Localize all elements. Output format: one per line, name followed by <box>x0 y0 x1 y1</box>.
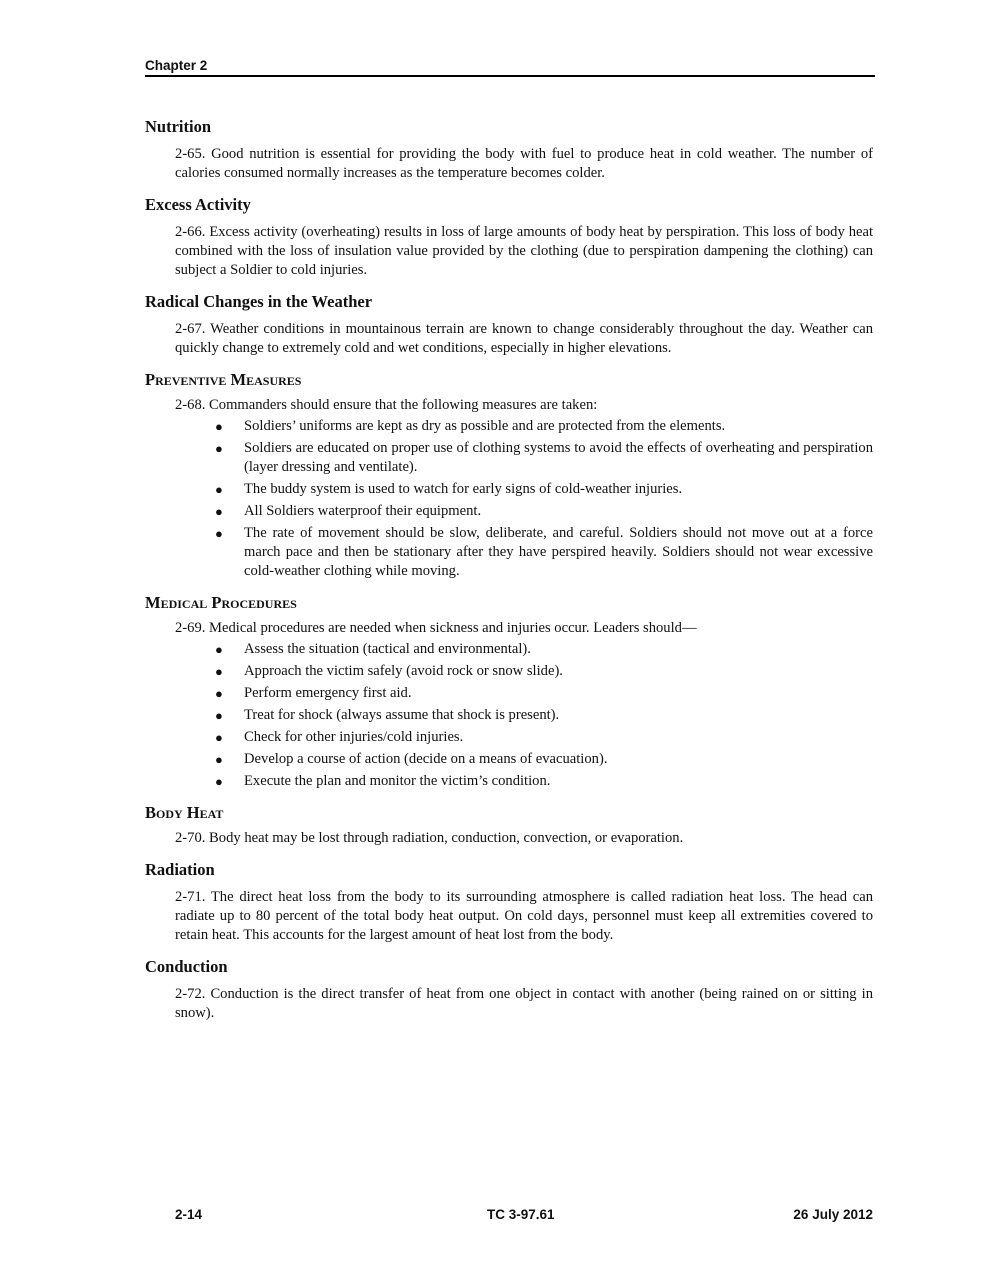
heading-conduction: Conduction <box>145 957 228 976</box>
heading-medical-procedures: Medical Procedures <box>145 593 297 612</box>
list-item-text: The buddy system is used to watch for early signs of cold-weather injuries. <box>244 481 683 497</box>
list-item <box>215 439 873 477</box>
list-item <box>215 524 873 581</box>
bullet-icon: ● <box>215 730 223 745</box>
list-item-text: Assess the situation (tactical and environmental). <box>244 641 531 657</box>
bullet-icon: ● <box>215 708 223 723</box>
list-item-text: Execute the plan and monitor the victim’s condition. <box>244 773 551 789</box>
list-item-text: All Soldiers waterproof their equipment. <box>244 503 482 519</box>
paragraph-2-72: 2-72. Conduction is the direct transfer of heat from one object in contact with another (being rained on or sitting in snow). <box>175 986 873 1021</box>
publication-date: 26 July 2012 <box>793 1207 873 1222</box>
list-item <box>215 728 873 747</box>
bullet-icon: ● <box>215 526 223 541</box>
preventive-bullet-list <box>145 417 873 581</box>
bullet-icon: ● <box>215 686 223 701</box>
document-id: TC 3-97.61 <box>487 1207 555 1222</box>
bullet-icon: ● <box>215 642 223 657</box>
list-item-text: Perform emergency first aid. <box>244 685 412 701</box>
bullet-icon: ● <box>215 774 223 789</box>
paragraph-2-68: 2-68. Commanders should ensure that the following measures are taken: <box>175 397 598 413</box>
heading-excess-activity: Excess Activity <box>145 195 251 214</box>
heading-radical-changes: Radical Changes in the Weather <box>145 292 373 311</box>
medical-bullet-list <box>145 640 873 791</box>
list-item <box>215 772 873 791</box>
running-header <box>145 58 875 77</box>
list-item-text: Check for other injuries/cold injuries. <box>244 729 464 745</box>
page-number: 2-14 <box>175 1207 203 1222</box>
paragraph-2-65: 2-65. Good nutrition is essential for providing the body with fuel to produce heat in cold weather. The number of calories consumed normally increases as the temperature becomes colder. <box>175 146 873 181</box>
heading-nutrition: Nutrition <box>145 117 211 136</box>
list-item-text: Approach the victim safely (avoid rock or snow slide). <box>244 663 563 679</box>
list-item <box>215 750 873 769</box>
page-content <box>145 117 873 1035</box>
paragraph-2-67: 2-67. Weather conditions in mountainous terrain are known to change considerably throughout the day. Weather can quickly change to extremely cold and wet conditions, especially in higher elevations. <box>175 321 873 356</box>
list-item <box>215 662 873 681</box>
heading-preventive-measures: Preventive Measures <box>145 370 302 389</box>
list-item-text: Soldiers are educated on proper use of clothing systems to avoid the effects of overheating and perspiration (layer dressing and ventilate). <box>244 440 873 475</box>
paragraph-2-71: 2-71. The direct heat loss from the body to its surrounding atmosphere is called radiation heat loss. The head can radiate up to 80 percent of the total body heat output. On cold days, personnel must keep all extremities covered to retain heat. This accounts for the largest amount of heat lost from the body. <box>175 889 873 943</box>
list-item <box>215 417 873 436</box>
bullet-icon: ● <box>215 419 223 434</box>
bullet-icon: ● <box>215 441 223 456</box>
list-item-text: Soldiers’ uniforms are kept as dry as possible and are protected from the elements. <box>244 418 726 434</box>
list-item <box>215 480 873 499</box>
paragraph-2-66: 2-66. Excess activity (overheating) results in loss of large amounts of body heat by perspiration. This loss of body heat combined with the loss of insulation value provided by the clothing (due to perspiration dampening the clothing) can subject a Soldier to cold injuries. <box>175 224 873 278</box>
list-item-text: Develop a course of action (decide on a means of evacuation). <box>244 751 608 767</box>
list-item <box>215 502 873 521</box>
paragraph-2-70: 2-70. Body heat may be lost through radiation, conduction, convection, or evaporation. <box>175 830 684 846</box>
list-item <box>215 684 873 703</box>
list-item <box>215 706 873 725</box>
chapter-label: Chapter 2 <box>145 58 208 73</box>
bullet-icon: ● <box>215 752 223 767</box>
paragraph-2-69: 2-69. Medical procedures are needed when sickness and injuries occur. Leaders should— <box>175 620 697 636</box>
heading-body-heat: Body Heat <box>145 803 224 822</box>
list-item <box>215 640 873 659</box>
list-item-text: The rate of movement should be slow, deliberate, and careful. Soldiers should not move out at a force march pace and then be stationary after they have perspired heavily. Soldiers should not wear excessive cold-weather clothing while moving. <box>244 525 873 579</box>
bullet-icon: ● <box>215 482 223 497</box>
bullet-icon: ● <box>215 664 223 679</box>
bullet-icon: ● <box>215 504 223 519</box>
list-item-text: Treat for shock (always assume that shock is present). <box>244 707 560 723</box>
heading-radiation: Radiation <box>145 860 215 879</box>
